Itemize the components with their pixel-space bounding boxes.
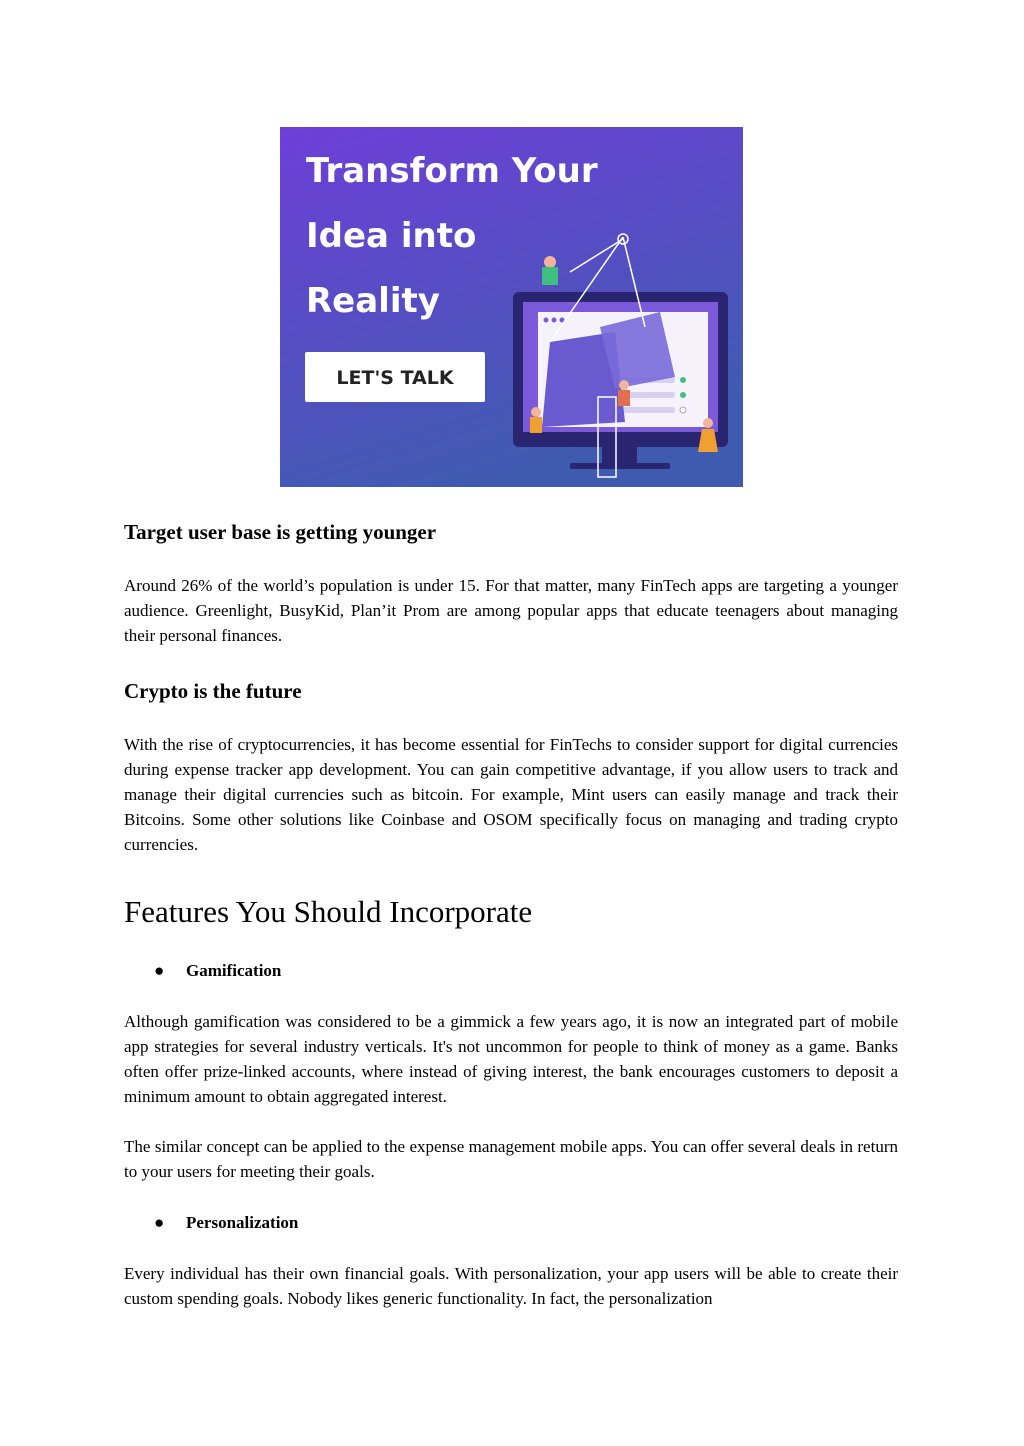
paragraph-personalization-1: Every individual has their own financial goals. With personalization, your app users will be able to create their custom spending goals. Nobody likes generic functionality. In fact, the personalization (124, 1264, 898, 1308)
paragraph-target-user-base: Around 26% of the world’s population is under 15. For that matter, many FinTech apps are targeting a younger audience. Greenlight, BusyKid, Plan’it Prom are among popular apps that educate teenagers about managing their personal finances. (124, 576, 898, 645)
paragraph-gamification-1: Although gamification was considered to be a gimmick a few years ago, it is now an integrated part of mobile app strategies for several industry verticals. It's not uncommon for people to think of money as a game. Banks often offer prize-linked accounts, where instead of giving interest, the bank encourages customers to deposit a minimum amount to obtain aggregated interest. (124, 1012, 898, 1106)
article-content (124, 518, 898, 1311)
bullet-personalization-label: Personalization (186, 1213, 299, 1232)
bullet-gamification-label: Gamification (186, 961, 282, 980)
bullet-dot: ● (154, 961, 165, 980)
bullet-dot: ● (154, 1213, 165, 1232)
lets-talk-label: LET'S TALK (336, 367, 454, 389)
headline-line-3: Reality (306, 281, 440, 321)
paragraph-gamification-2: The similar concept can be applied to the expense management mobile apps. You can offer several deals in return to your users for meeting their goals. (124, 1137, 898, 1181)
promo-banner-graphic (280, 127, 743, 487)
heading-crypto: Crypto is the future (124, 679, 302, 703)
promo-banner[interactable] (280, 127, 743, 487)
heading-target-user-base: Target user base is getting younger (124, 520, 437, 544)
bullet-gamification (124, 958, 898, 983)
paragraph-crypto: With the rise of cryptocurrencies, it has become essential for FinTechs to consider support for digital currencies during expense tracker app development. You can gain competitive advantage, if you allow users to track and manage their digital currencies such as bitcoin. For example, Mint users can easily manage and track their Bitcoins. Some other solutions like Coinbase and OSOM specifically focus on managing and trading crypto currencies. (124, 735, 898, 854)
headline-line-1: Transform Your (306, 151, 598, 191)
headline-line-2: Idea into (306, 216, 477, 256)
heading-features: Features You Should Incorporate (124, 894, 533, 929)
lets-talk-button[interactable] (305, 352, 485, 402)
bullet-personalization (124, 1210, 898, 1235)
